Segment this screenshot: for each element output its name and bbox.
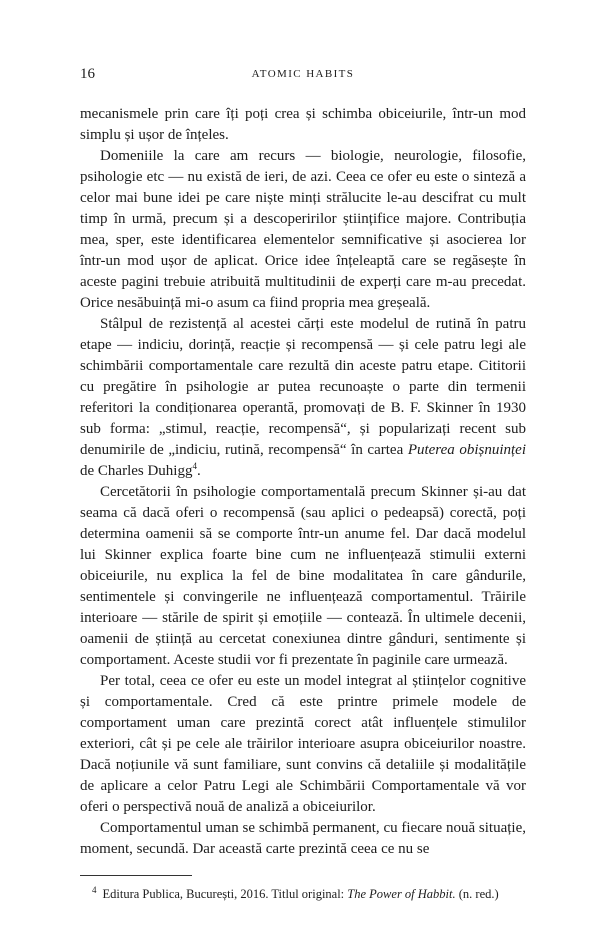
footnote-note: (n. red.)	[455, 887, 499, 901]
paragraph-2: Domeniile la care am recurs — biologie, neurologie, filosofie, psihologie etc — nu există de ieri, de azi. Ceea ce ofer eu este o sinteză a celor mai bune idei pe care niște minți strălucite le-au descifrat cu mult timp în urmă, precum și a descoperirilor științifice majore. Contribuția mea, sper, este identificarea elementelor semnificative și asocierea lor într-un mod ușor de aplicat. Orice idee înțeleaptă care se regăsește în aceste pagini trebuie atribuită multitudinii de experți care m-au precedat. Orice nesăbuință mi-o asum ca fiind propria mea greșeală.	[80, 148, 526, 311]
paragraph-5: Per total, ceea ce ofer eu este un model integrat al științelor cognitive și comportamentale. Cred că este printre primele modele de comportament uman care prezintă corect atât influențele stimulilor exteriori, cât și pe cele ale trăirilor interioare asupra obiceiurilor noastre. Dacă noțiunile vă sunt familiare, sunt convins că detaliile și modalitățile de aplicare a celor Patru Legi ale Schimbării Comportamentale vă vor oferi o perspectivă nouă de analiză a obiceiurilor.	[80, 673, 526, 815]
footnote-text: Editura Publica, București, 2016. Titlul original:	[102, 887, 348, 901]
paragraph-3-text: Stâlpul de rezistență al acestei cărți este modelul de rutină în patru etape — indiciu, dorință, reacție și recompensă — și cele patru legi ale schimbării comportamentale care rezultă din aceste patru etape. Cititorii cu pregătire în psihologie ar putea recunoaște o parte din termenii referitori la condiționarea operantă, promovați de B. F. Skinner în 1930 sub forma: „stimul, reacție, recompensă“, și popularizați recent sub denumirile de „indiciu, rutină, recompensă“ în cartea	[80, 316, 526, 458]
footnote	[80, 886, 526, 903]
book-title-italic: Puterea obișnuinței	[407, 442, 526, 458]
running-title: ATOMIC HABITS	[251, 68, 355, 80]
footnote-reference: 4	[192, 461, 197, 471]
paragraph-1: mecanismele prin care îți poți crea și schimba obiceiurile, într-un mod simplu și ușor de înțeles.	[80, 106, 526, 143]
footnote-divider	[80, 875, 192, 876]
book-page	[80, 66, 526, 903]
paragraph-3-author: de Charles Duhigg	[80, 463, 193, 479]
paragraph-3-end: .	[196, 463, 201, 479]
running-header	[80, 66, 526, 88]
page-number: 16	[80, 66, 95, 82]
paragraph-3	[80, 314, 526, 482]
original-title-italic: The Power of Habbit.	[347, 887, 456, 901]
footnote-number: 4	[92, 884, 97, 895]
body-text	[80, 104, 526, 860]
paragraph-4: Cercetătorii în psihologie comportamentală precum Skinner și-au dat seama că dacă oferi o recompensă (sau aplici o pedeapsă) corectă, poți determina oamenii să se comporte într-un anume fel. Dar dacă modelul lui Skinner explica foarte bine cum ne influențează stimulii externi obiceiurile, nu explica la fel de bine modalitatea în care gândurile, sentimentele și convingerile ne influențează comportamentul. Trăirile interioare — stările de spirit și emoțiile — contează. În ultimele decenii, oamenii de știință au cercetat conexiunea dintre gânduri, sentimente și comportament. Aceste studii vor fi prezentate în paginile care urmează.	[80, 484, 526, 668]
paragraph-6: Comportamentul uman se schimbă permanent, cu fiecare nouă situație, moment, secundă. Dar această carte prezintă ceea ce nu se	[80, 820, 526, 857]
